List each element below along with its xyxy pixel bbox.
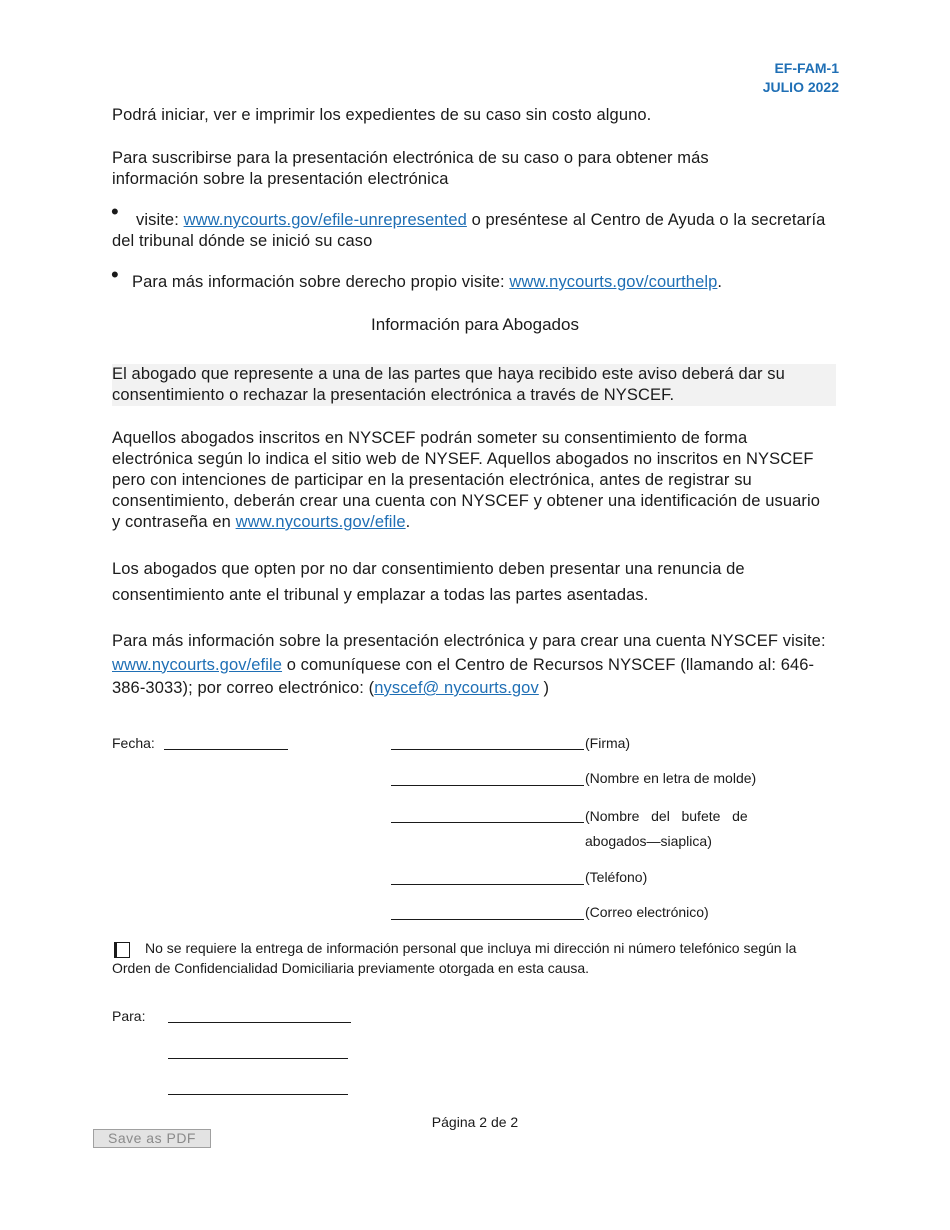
firma-input-line[interactable]	[391, 749, 584, 750]
registered-attorneys-text: Aquellos abogados inscritos en NYSCEF podrán someter su consentimiento de forma electrónica según lo indica el sitio web de NYSEF. Aquellos abogados no inscritos en NYSCEF pero con intenciones de participar en la presentación electrónica, antes de registrar su consentimiento, deberán crear una cuenta con NYSCEF y obtener una identificación de usuario y contraseña en	[112, 429, 821, 531]
registered-attorneys-end: .	[405, 513, 411, 531]
bullet-item-efile	[112, 210, 838, 252]
bullet-icon: •	[111, 262, 119, 287]
efile-link[interactable]: www.nycourts.gov/efile	[235, 513, 406, 531]
bullet-2-prefix: Para más información sobre derecho propio visite:	[132, 273, 510, 291]
attorney-consent-paragraph: El abogado que represente a una de las partes que haya recibido este aviso deberá dar su consentimiento o rechazar la presentación electrónica a través de NYSCEF.	[112, 364, 836, 406]
nyscef-efile-link[interactable]: www.nycourts.gov/efile	[112, 655, 283, 674]
fecha-input-line[interactable]	[164, 749, 288, 750]
telefono-label: (Teléfono)	[585, 869, 648, 885]
nombre-molde-label: (Nombre en letra de molde)	[585, 770, 757, 786]
form-date: JULIO 2022	[762, 79, 839, 95]
courthelp-link[interactable]: www.nycourts.gov/courthelp	[509, 273, 718, 291]
fecha-label: Fecha:	[112, 735, 155, 751]
more-info-paragraph	[112, 630, 838, 701]
confidentiality-text: No se requiere la entrega de información personal que incluya mi dirección ni número telefónico según la Orden de Confidencialidad Domiciliaria previamente otorgada en esta causa.	[112, 940, 797, 976]
bullet-icon: •	[111, 199, 119, 224]
more-info-text-c: )	[538, 679, 550, 697]
bullet-1-prefix: visite:	[136, 211, 184, 229]
correo-label: (Correo electrónico)	[585, 904, 709, 920]
form-id: EF-FAM-1	[774, 60, 839, 76]
para-input-line-1[interactable]	[168, 1022, 351, 1023]
decline-consent-paragraph: Los abogados que opten por no dar consentimiento deben presentar una renuncia de consentimiento ante el tribunal y emplazar a todas las partes asentadas.	[112, 560, 745, 604]
nyscef-email-link[interactable]: nyscef@ nycourts.gov	[374, 679, 539, 697]
intro-line-2: Para suscribirse para la presentación electrónica de su caso o para obtener más información sobre la presentación electrónica	[112, 149, 709, 188]
para-input-line-2[interactable]	[168, 1058, 348, 1059]
save-as-pdf-button[interactable]: Save as PDF	[93, 1129, 211, 1148]
attorneys-heading: Información para Abogados	[371, 315, 579, 334]
page-number: Página 2 de 2	[431, 1114, 519, 1130]
efile-unrepresented-link[interactable]: www.nycourts.gov/efile-unrepresented	[183, 211, 467, 229]
form-code-header	[763, 59, 839, 97]
bufete-label-1: (Nombre del bufete de	[585, 808, 748, 824]
more-info-text-b: o comuníquese con el Centro de Recursos NYSCEF (llamando al: 646-386-3033); por correo electrónico: (	[112, 655, 815, 697]
registered-attorneys-paragraph	[112, 428, 828, 533]
more-info-text-a: Para más información sobre la presentación electrónica y para crear una cuenta NYSCEF visite:	[112, 632, 826, 650]
nombre-molde-input-line[interactable]	[391, 785, 584, 786]
intro-line-1: Podrá iniciar, ver e imprimir los expedientes de su caso sin costo alguno.	[112, 106, 652, 124]
bufete-label-2: abogados—siaplica)	[585, 833, 712, 849]
correo-input-line[interactable]	[391, 919, 584, 920]
bufete-input-line[interactable]	[391, 822, 584, 823]
para-input-line-3[interactable]	[168, 1094, 348, 1095]
para-label: Para:	[112, 1008, 146, 1024]
bullet-1-suffix: o preséntese al Centro de Ayuda o la secretaría del tribunal dónde se inició su caso	[112, 211, 826, 250]
bullet-item-courthelp	[132, 272, 838, 293]
firma-label: (Firma)	[585, 735, 631, 751]
telefono-input-line[interactable]	[391, 884, 584, 885]
bullet-2-suffix: .	[717, 273, 723, 291]
